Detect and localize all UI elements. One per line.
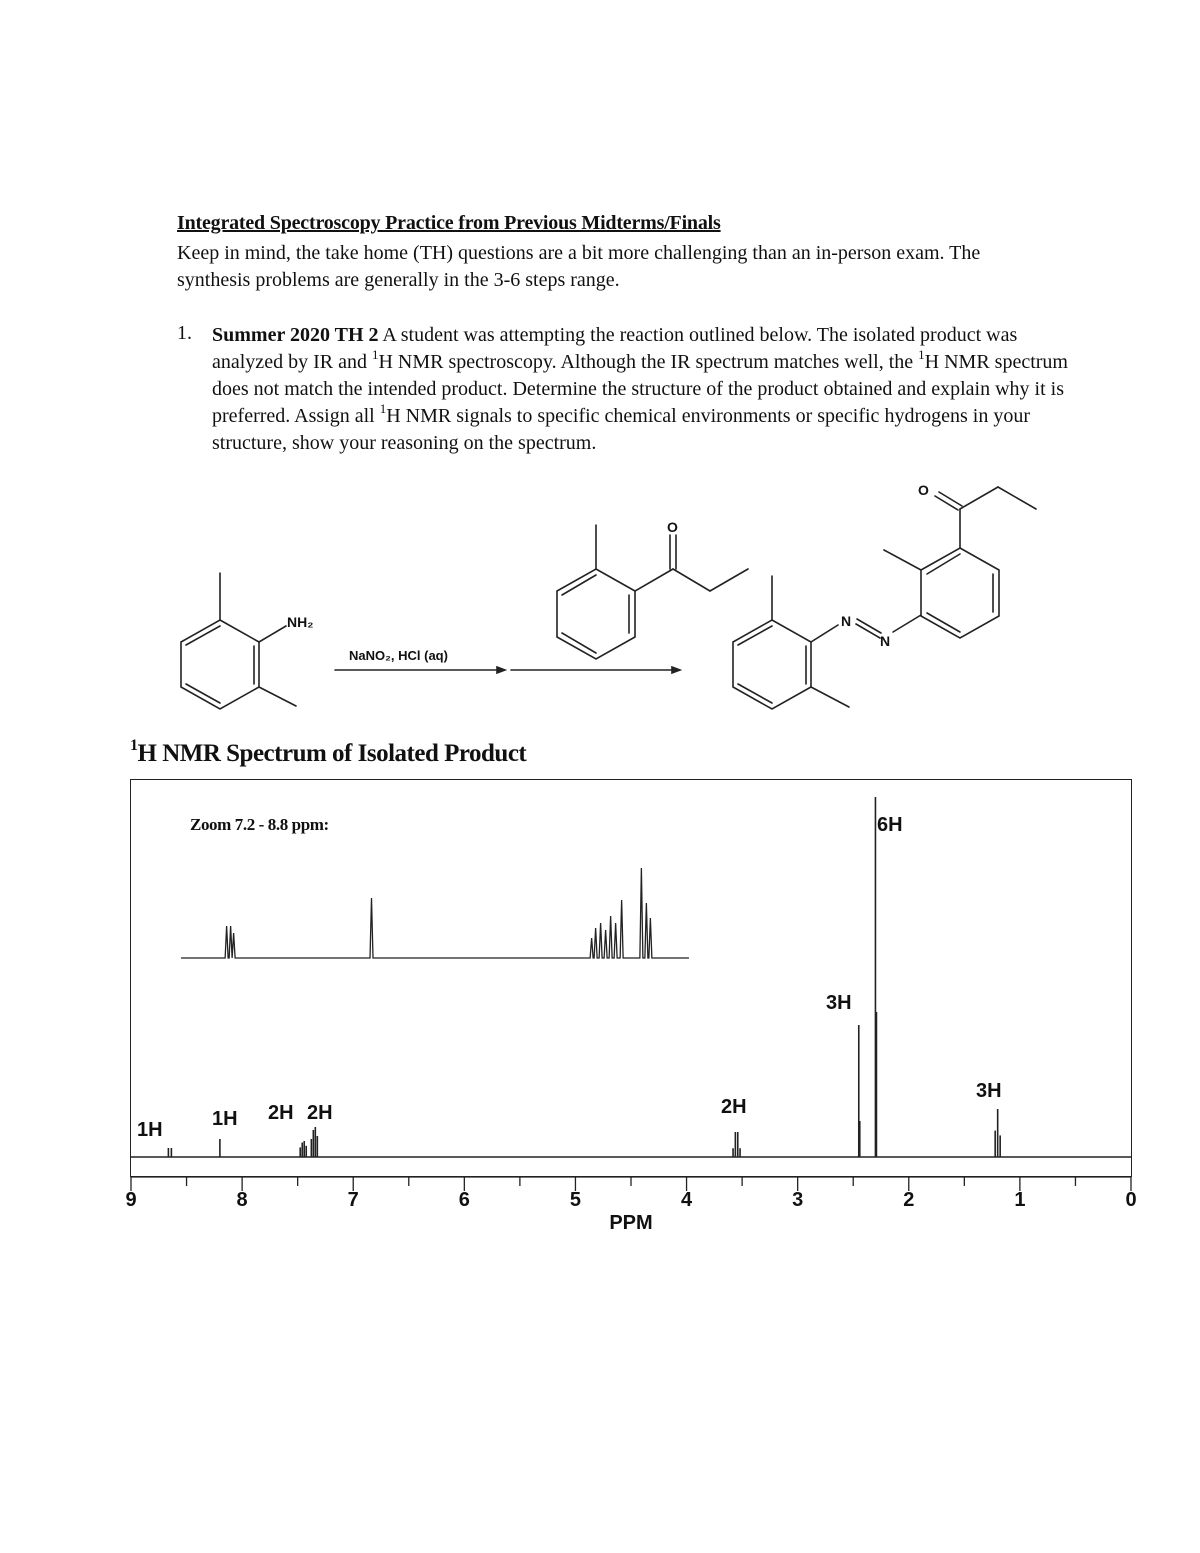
integration-label: 3H (976, 1080, 1002, 1102)
integration-label: 1H (212, 1108, 238, 1130)
axis-tick-label: 5 (569, 1189, 581, 1211)
ppm-axis-ticks (131, 1177, 1131, 1191)
axis-tick-label: 7 (347, 1189, 359, 1211)
integration-label: 2H (307, 1102, 333, 1124)
superscript: 1 (379, 401, 387, 417)
question-source: Summer 2020 TH 2 (212, 324, 379, 346)
reagent-label: NaNO₂, HCl (aq) (349, 648, 448, 663)
integration-label: 6H (877, 814, 903, 836)
intro-text: Keep in mind, the take home (TH) questions are a bit more challenging than an in-person exam. The synthesis problems are generally in the 3-6 steps range. (177, 242, 981, 291)
oxygen-label: O (918, 482, 929, 498)
question-text-part: H NMR spectroscopy. Although the IR spectrum matches well, the (378, 351, 919, 373)
document-title: Integrated Spectroscopy Practice from Previous Midterms/Finals (177, 212, 721, 234)
question-number: 1. (177, 322, 192, 344)
question-text-part: H NMR signals to specific chemical environments or specific hydrogens in your structure, show your reasoning on the spectrum. (212, 405, 1030, 454)
zoom-inset-trace (181, 868, 689, 958)
nitrogen-label: N (880, 633, 891, 649)
integration-label: 3H (826, 992, 852, 1014)
axis-tick-label: 2 (903, 1189, 915, 1211)
axis-tick-label: 3 (792, 1189, 804, 1211)
axis-tick-label: 1 (1014, 1189, 1026, 1211)
axis-tick-label: 0 (1125, 1189, 1137, 1211)
question-text-part: H NMR spectrum does not match the intended product. Determine the structure of the product obtained and explain why it is preferred. Assign all (212, 351, 1068, 427)
superscript: 1 (918, 347, 925, 363)
axis-tick-label: 6 (458, 1189, 470, 1211)
axis-tick-label: 4 (680, 1189, 693, 1211)
superscript: 1 (371, 347, 379, 363)
nh2-label: NH₂ (287, 614, 314, 630)
nitrogen-label: N (841, 613, 852, 629)
axis-tick-label: 9 (125, 1189, 137, 1211)
axis-tick-label: 8 (236, 1189, 248, 1211)
question-text-part: A student was attempting the reaction outlined below. The isolated product was analyzed by IR and (212, 324, 1018, 373)
integration-label: 2H (268, 1102, 294, 1124)
axis-title: PPM (609, 1212, 653, 1234)
integration-label: 2H (721, 1096, 747, 1118)
spectrum-heading-text: H NMR Spectrum of Isolated Product (137, 740, 527, 767)
oxygen-label: O (667, 519, 678, 535)
inset-trace-line (181, 868, 689, 958)
superscript: 1 (130, 736, 138, 754)
integration-label: 1H (137, 1119, 163, 1141)
zoom-inset-label: Zoom 7.2 - 8.8 ppm: (190, 815, 329, 834)
